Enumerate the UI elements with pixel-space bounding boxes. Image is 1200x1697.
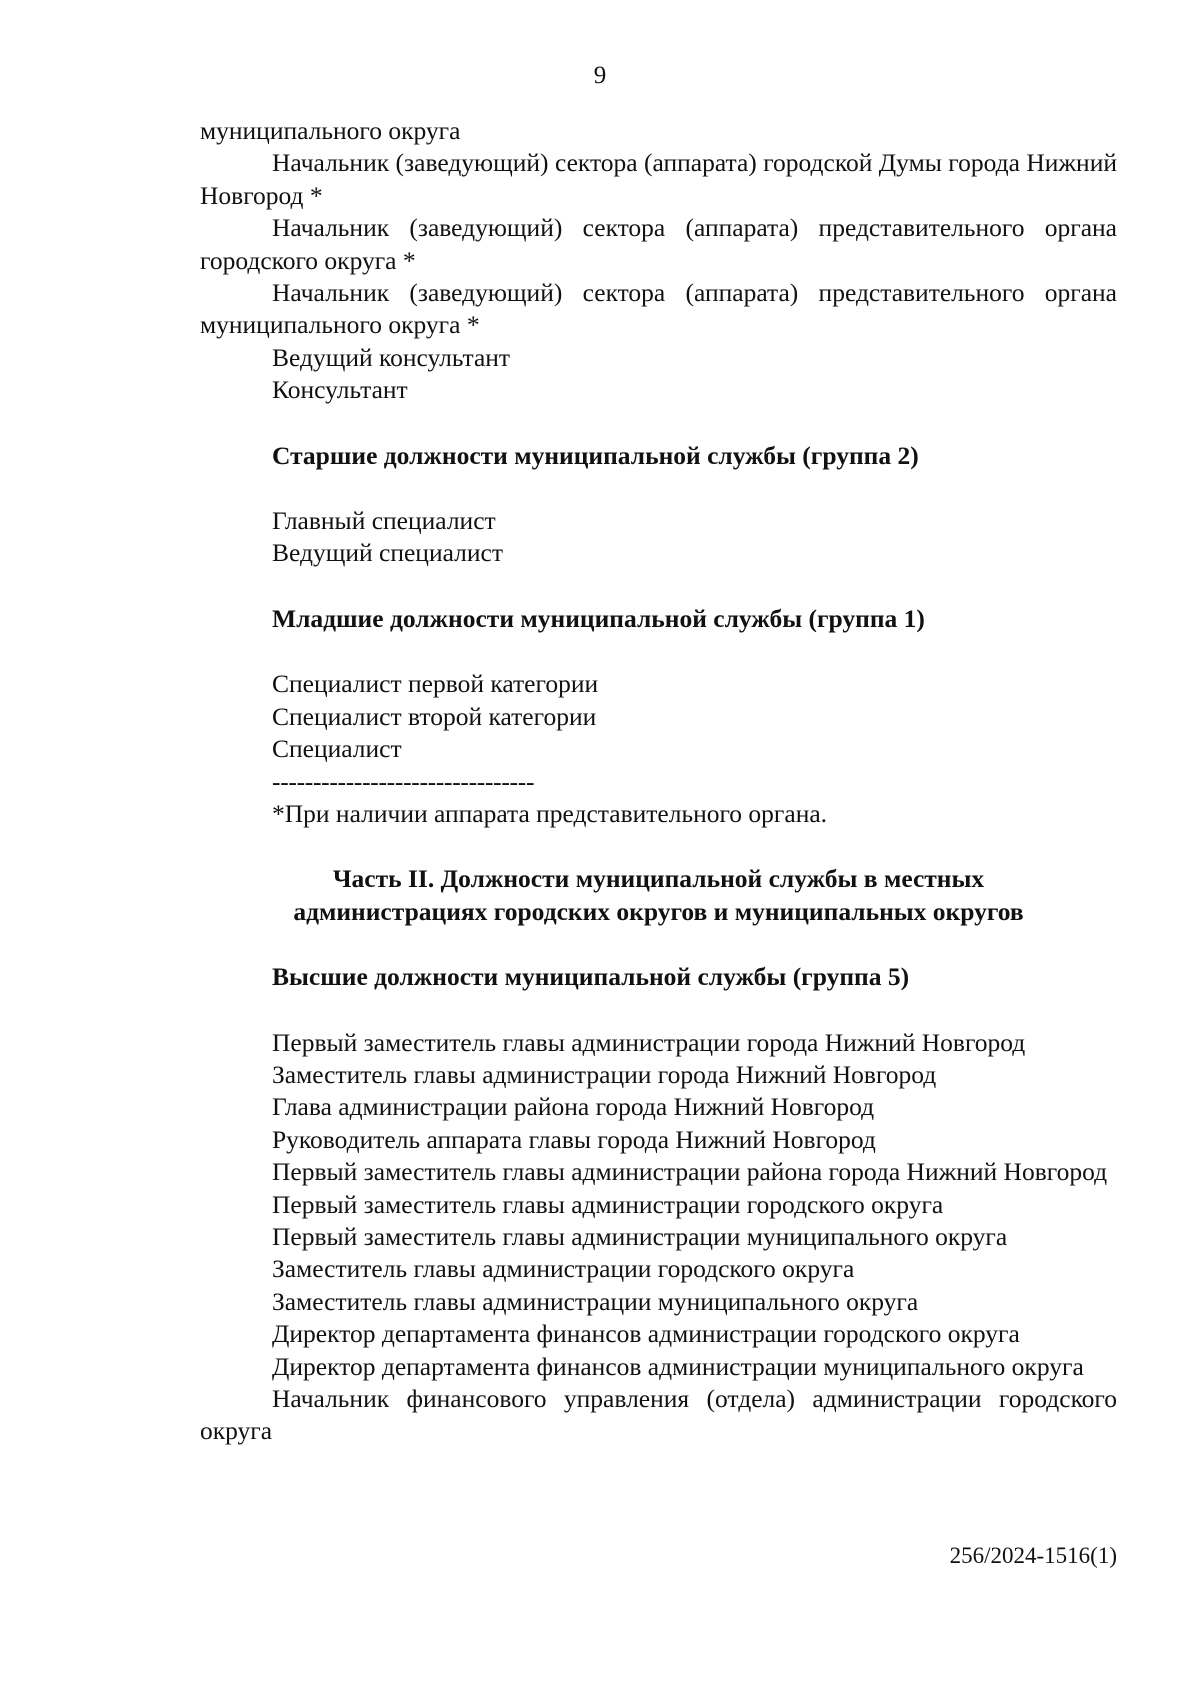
position-entry: Заместитель главы администрации муниципального округа [272, 1286, 919, 1316]
text-line: муниципального округа [200, 116, 461, 145]
footnote-separator: -------------------------------- [272, 766, 535, 796]
section-heading-group-2: Старшие должности муниципальной службы (группа 2) [272, 440, 919, 470]
page-number: 9 [593, 62, 607, 89]
position-entry: Ведущий консультант [272, 342, 511, 372]
document-body [200, 115, 1117, 1448]
position-entry: Первый заместитель главы администрации района города Нижний Новгород [272, 1157, 1108, 1187]
position-entry: Первый заместитель главы администрации городского округа [272, 1189, 944, 1219]
position-entry: Руководитель аппарата главы города Нижний Новгород [272, 1124, 876, 1154]
part-2-title-line-2: администрациях городских округов и муниципальных округов [293, 896, 1024, 926]
position-entry: Заместитель главы администрации городского округа [272, 1254, 855, 1284]
position-entry: Главный специалист [272, 506, 496, 536]
position-entry: Консультант [272, 375, 408, 405]
position-entry: Начальник финансового управления (отдела) администрации городского округа [200, 1384, 1117, 1446]
position-entry: Начальник (заведующий) сектора (аппарата) городской Думы города Нижний Новгород * [200, 148, 1117, 210]
position-entry: Начальник (заведующий) сектора (аппарата) представительного органа муниципального округа * [200, 278, 1117, 340]
position-entry: Специалист первой категории [272, 669, 599, 699]
footnote: *При наличии аппарата представительного органа. [272, 798, 828, 828]
position-entry: Директор департамента финансов администрации муниципального округа [272, 1351, 1084, 1381]
section-heading-group-1: Младшие должности муниципальной службы (группа 1) [272, 603, 925, 633]
part-2-title-line-1: Часть II. Должности муниципальной службы в местных [332, 864, 985, 894]
position-entry: Специалист [272, 734, 402, 764]
section-heading-group-5: Высшие должности муниципальной службы (группа 5) [272, 962, 910, 992]
position-entry: Ведущий специалист [272, 538, 503, 568]
position-entry: Заместитель главы администрации города Нижний Новгород [272, 1059, 937, 1089]
position-entry: Специалист второй категории [272, 701, 597, 731]
document-registration-number: 256/2024-1516(1) [949, 1543, 1117, 1568]
position-entry: Начальник (заведующий) сектора (аппарата) представительного органа городского округа * [200, 213, 1117, 275]
position-entry: Глава администрации района города Нижний Новгород [272, 1092, 875, 1122]
position-entry: Первый заместитель главы администрации города Нижний Новгород [272, 1027, 1026, 1057]
position-entry: Директор департамента финансов администрации городского округа [272, 1319, 1020, 1349]
position-entry: Первый заместитель главы администрации муниципального округа [272, 1221, 1008, 1251]
